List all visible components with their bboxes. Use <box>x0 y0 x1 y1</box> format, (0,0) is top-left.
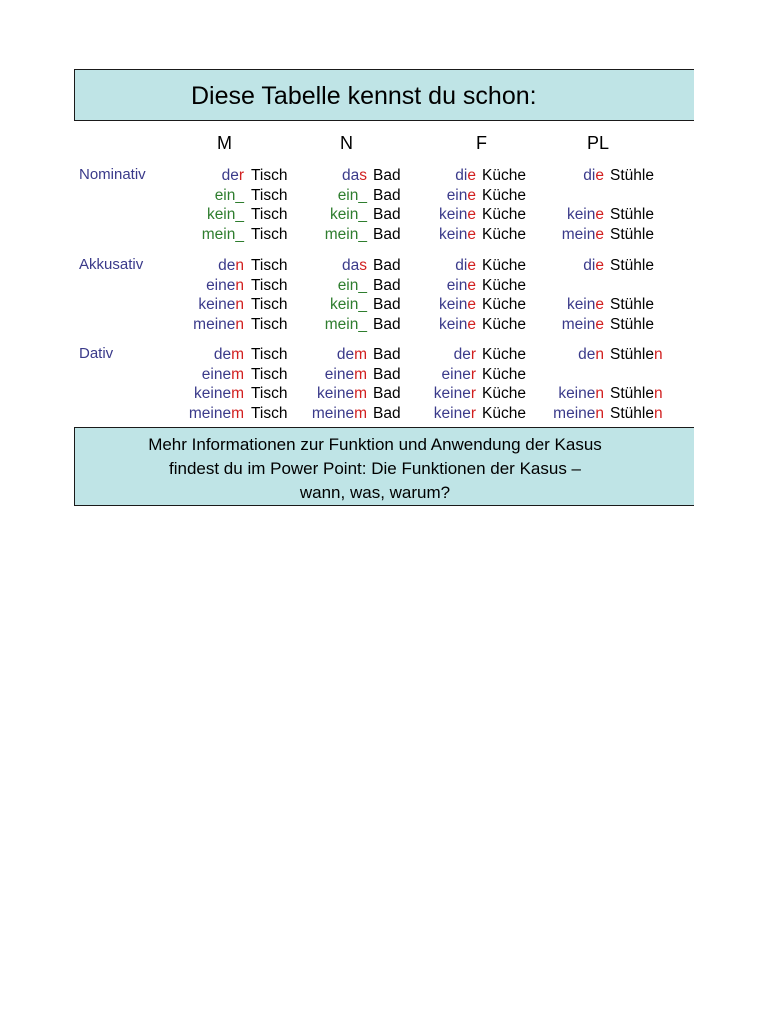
article <box>325 365 367 384</box>
article <box>317 384 367 403</box>
noun-text: Stühle <box>610 296 654 314</box>
article-ending: m <box>231 346 244 363</box>
article <box>434 384 476 403</box>
noun <box>482 345 526 364</box>
noun <box>482 166 526 185</box>
article-stem: ein <box>337 186 359 204</box>
article <box>562 315 604 334</box>
column-header-m: M <box>217 133 232 153</box>
article-stem: mein <box>324 316 359 334</box>
article-ending: e <box>467 296 476 314</box>
noun-text: Bad <box>373 226 401 244</box>
noun-text: Stühle <box>610 346 654 363</box>
article-ending: e <box>467 167 476 184</box>
noun-text: Bad <box>373 257 401 274</box>
article-stem: kein <box>438 226 468 244</box>
article-stem: kein <box>438 316 468 334</box>
article-stem: keine <box>194 385 232 403</box>
article-ending: e <box>595 167 604 184</box>
article-ending: e <box>595 226 604 244</box>
article-ending: s <box>359 257 367 274</box>
article <box>455 166 476 185</box>
article-stem: mein <box>201 226 236 244</box>
noun <box>610 166 654 185</box>
article-stem: ein <box>446 186 468 204</box>
noun-text: Bad <box>373 167 401 184</box>
article-ending: n <box>235 316 244 334</box>
noun <box>251 256 287 275</box>
article <box>455 256 476 275</box>
noun-text: Küche <box>482 186 526 204</box>
article-ending: m <box>231 365 244 383</box>
article-stem: ein <box>446 276 468 294</box>
article-ending: m <box>354 346 367 363</box>
noun <box>373 276 401 295</box>
article-stem: kein <box>566 296 596 314</box>
article-ending: n <box>235 276 244 294</box>
noun <box>373 166 401 185</box>
noun-text: Tisch <box>251 405 288 423</box>
noun <box>610 384 663 403</box>
noun <box>482 365 526 384</box>
article-ending: r <box>238 167 244 184</box>
noun-text: Tisch <box>251 167 288 184</box>
noun <box>373 345 401 364</box>
article-stem: da <box>342 167 360 184</box>
noun-ending: n <box>653 405 663 423</box>
article-ending: n <box>595 346 604 363</box>
article-ending: e <box>467 316 476 334</box>
article-stem: mein <box>561 316 596 334</box>
article <box>439 205 476 224</box>
article <box>434 404 476 423</box>
noun-text: Bad <box>373 365 401 383</box>
article-stem: kein <box>329 206 359 224</box>
noun-text: Tisch <box>251 296 288 314</box>
noun-text: Tisch <box>251 365 288 383</box>
noun <box>482 276 526 295</box>
article-ending: m <box>354 405 367 423</box>
noun <box>373 365 401 384</box>
noun-text: Küche <box>482 316 526 334</box>
article <box>330 295 367 314</box>
noun-text: Bad <box>373 296 401 314</box>
noun-text: Küche <box>482 257 526 274</box>
article <box>338 276 367 295</box>
article-ending: r <box>470 365 476 383</box>
noun-text: Küche <box>482 385 526 403</box>
noun <box>251 166 287 185</box>
article-stem: mein <box>561 226 596 244</box>
article <box>202 365 244 384</box>
article <box>312 404 367 423</box>
noun-text: Stühle <box>610 257 654 274</box>
article-ending: e <box>467 186 476 204</box>
noun <box>482 186 526 205</box>
noun-text: Küche <box>482 276 526 294</box>
article <box>194 384 244 403</box>
article-stem: keine <box>558 385 596 403</box>
article <box>447 186 476 205</box>
info-line-3: wann, was, warum? <box>299 483 451 502</box>
article <box>215 186 244 205</box>
article <box>193 315 244 334</box>
article-stem: kein <box>329 296 359 314</box>
info-line-2: findest du im Power Point: Die Funktionen der Kasus – <box>169 459 581 478</box>
noun-text: Stühle <box>610 405 654 423</box>
info-line-1: Mehr Informationen zur Funktion und Anwendung der Kasus <box>148 435 602 454</box>
noun-text: Tisch <box>251 276 288 294</box>
title-box <box>74 69 694 121</box>
article <box>553 404 604 423</box>
article-stem: de <box>336 346 355 363</box>
article <box>342 166 367 185</box>
noun <box>373 315 401 334</box>
article-ending: e <box>595 296 604 314</box>
article-ending: e <box>595 316 604 334</box>
article-stem: ein <box>214 186 236 204</box>
article <box>583 166 604 185</box>
article <box>214 345 244 364</box>
noun <box>482 205 526 224</box>
noun <box>373 186 401 205</box>
noun-text: Stühle <box>610 316 654 334</box>
noun-text: Tisch <box>251 346 288 363</box>
article-ending: _ <box>235 206 244 224</box>
article <box>189 404 244 423</box>
article-ending: m <box>231 385 244 403</box>
noun <box>373 404 401 423</box>
article-ending: m <box>231 405 244 423</box>
article-stem: keine <box>317 385 355 403</box>
noun-text: Bad <box>373 316 401 334</box>
article-ending: n <box>595 405 604 423</box>
noun <box>610 404 663 423</box>
article <box>342 256 367 275</box>
article-ending: _ <box>235 226 244 244</box>
noun-text: Bad <box>373 276 401 294</box>
article <box>439 295 476 314</box>
article <box>206 276 244 295</box>
noun-text: Tisch <box>251 206 288 224</box>
article-stem: keine <box>198 296 236 314</box>
article-ending: e <box>595 257 604 274</box>
noun <box>251 295 287 314</box>
article-stem: da <box>342 257 360 274</box>
noun-text: Küche <box>482 405 526 423</box>
article-stem: de <box>213 346 232 363</box>
case-label: Dativ <box>79 345 114 362</box>
article-stem: eine <box>324 365 355 383</box>
noun-text: Tisch <box>251 257 288 274</box>
article-ending: e <box>467 226 476 244</box>
article-stem: de <box>221 167 239 184</box>
noun-text: Küche <box>482 346 526 363</box>
column-header-f: F <box>476 133 487 153</box>
article-stem: di <box>583 167 596 184</box>
case-label: Akkusativ <box>79 256 144 273</box>
noun <box>610 225 654 244</box>
noun-text: Bad <box>373 385 401 403</box>
noun <box>482 384 526 403</box>
column-header-pl: PL <box>587 133 610 153</box>
article <box>198 295 244 314</box>
article-stem: keine <box>433 385 471 403</box>
noun <box>251 315 287 334</box>
article-stem: meine <box>188 405 232 423</box>
noun <box>610 315 654 334</box>
article-stem: kein <box>438 296 468 314</box>
article <box>337 345 367 364</box>
noun-text: Küche <box>482 226 526 244</box>
article <box>222 166 244 185</box>
article-stem: mein <box>324 226 359 244</box>
article-ending: m <box>354 385 367 403</box>
noun <box>251 225 287 244</box>
article <box>442 365 476 384</box>
noun <box>373 295 401 314</box>
noun-text: Küche <box>482 167 526 184</box>
article-stem: di <box>455 167 468 184</box>
noun-text: Bad <box>373 186 401 204</box>
noun <box>251 345 287 364</box>
article-ending: s <box>359 167 367 184</box>
noun-text: Bad <box>373 346 401 363</box>
article <box>583 256 604 275</box>
noun <box>251 276 287 295</box>
noun-text: Stühle <box>610 385 654 403</box>
noun-text: Bad <box>373 405 401 423</box>
noun-text: Bad <box>373 206 401 224</box>
article-ending: n <box>235 296 244 314</box>
article-stem: kein <box>438 206 468 224</box>
article-stem: keine <box>433 405 471 423</box>
noun-text: Küche <box>482 296 526 314</box>
article-ending: _ <box>358 226 367 244</box>
article-stem: di <box>455 257 468 274</box>
noun <box>373 205 401 224</box>
noun-text: Küche <box>482 206 526 224</box>
article-stem: eine <box>441 365 471 383</box>
case-label: Nominativ <box>79 166 146 183</box>
article <box>218 256 244 275</box>
article-stem: de <box>453 346 471 363</box>
noun <box>482 225 526 244</box>
noun <box>482 256 526 275</box>
article <box>325 315 367 334</box>
article-stem: meine <box>311 405 355 423</box>
noun <box>610 295 654 314</box>
article <box>562 225 604 244</box>
noun-ending: n <box>653 346 663 363</box>
noun <box>482 404 526 423</box>
article-ending: e <box>467 276 476 294</box>
article <box>338 186 367 205</box>
noun <box>610 345 663 364</box>
article-stem: kein <box>206 206 236 224</box>
article <box>439 315 476 334</box>
page-title: Diese Tabelle kennst du schon: <box>191 82 537 110</box>
article-ending: _ <box>358 316 367 334</box>
article <box>558 384 604 403</box>
article-stem: meine <box>553 405 596 423</box>
article <box>439 225 476 244</box>
noun <box>251 186 287 205</box>
article-stem: de <box>578 346 596 363</box>
article <box>578 345 604 364</box>
noun-text: Stühle <box>610 167 654 184</box>
article <box>202 225 244 244</box>
noun-text: Küche <box>482 365 526 383</box>
article-ending: _ <box>358 296 367 314</box>
article-stem: eine <box>201 365 232 383</box>
noun <box>251 384 287 403</box>
article-stem: ein <box>337 276 359 294</box>
noun-text: Tisch <box>251 186 288 204</box>
article-ending: n <box>595 385 604 403</box>
info-box <box>74 427 694 506</box>
noun-text: Tisch <box>251 226 288 244</box>
noun <box>251 404 287 423</box>
article-ending: e <box>467 257 476 274</box>
noun <box>373 384 401 403</box>
article <box>567 295 604 314</box>
noun-text: Stühle <box>610 226 654 244</box>
article <box>454 345 476 364</box>
article-stem: meine <box>193 316 236 334</box>
noun <box>482 295 526 314</box>
article-stem: de <box>218 257 236 274</box>
article-ending: m <box>354 365 367 383</box>
article <box>325 225 367 244</box>
noun-text: Stühle <box>610 206 654 224</box>
article <box>447 276 476 295</box>
noun <box>482 315 526 334</box>
column-header-n: N <box>340 133 353 153</box>
article-ending: r <box>470 385 476 403</box>
noun <box>610 205 654 224</box>
article-ending: _ <box>358 186 367 204</box>
noun <box>373 256 401 275</box>
article-ending: e <box>467 206 476 224</box>
noun-ending: n <box>653 385 663 403</box>
article-stem: eine <box>206 276 236 294</box>
noun <box>373 225 401 244</box>
noun-text: Tisch <box>251 385 288 403</box>
noun <box>251 205 287 224</box>
noun <box>610 256 654 275</box>
noun <box>251 365 287 384</box>
article-stem: di <box>583 257 596 274</box>
article-ending: _ <box>358 206 367 224</box>
noun-text: Tisch <box>251 316 288 334</box>
article <box>330 205 367 224</box>
article-ending: e <box>595 206 604 224</box>
article-ending: n <box>235 257 244 274</box>
article <box>207 205 244 224</box>
article-stem: kein <box>566 206 596 224</box>
article <box>567 205 604 224</box>
article-ending: r <box>470 405 476 423</box>
article-ending: _ <box>358 276 367 294</box>
article-ending: _ <box>235 186 244 204</box>
article-ending: r <box>470 346 476 363</box>
